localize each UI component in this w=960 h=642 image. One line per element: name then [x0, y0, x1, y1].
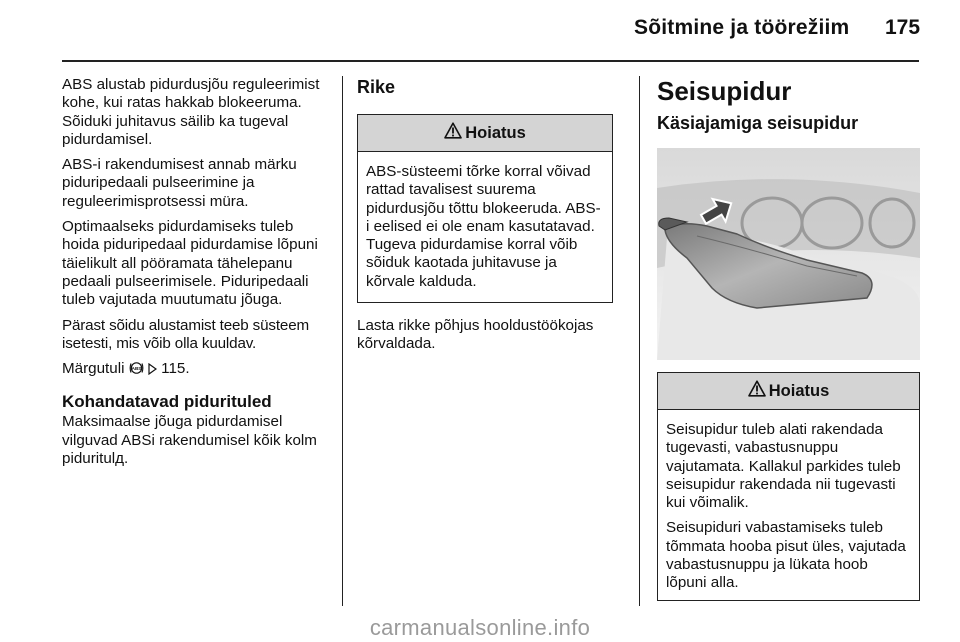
handbrake-photo [657, 148, 920, 360]
column-divider [639, 76, 640, 606]
warning-text: Seisupiduri vabastamiseks tuleb tõmmata hooba pisut üles, vajutada vabastusnuppu ja lükata hoob lõpuni alla. [666, 519, 906, 592]
section-title: Sõitmine ja töörežiim [634, 16, 850, 39]
paragraph-text: Pärast sõidu alustamist teeb süsteem isetesti, mis võib olla kuuldav. [62, 316, 310, 352]
handbrake-illustration [657, 148, 920, 360]
warning-triangle-icon [748, 380, 766, 402]
warning-box [657, 372, 920, 601]
page-header [0, 0, 960, 60]
section-heading: Seisupidur [657, 76, 792, 106]
watermark: carmanualsonline.info [369, 615, 591, 640]
header-rule [62, 60, 919, 62]
warning-body [658, 410, 919, 593]
paragraph: Lasta rikke põhjus hooldustöökojas kõrvaldada. [357, 317, 594, 353]
warning-title: Hoiatus [465, 123, 526, 142]
warning-triangle-icon [444, 122, 462, 144]
page-reference: 115. [161, 360, 190, 378]
paragraph [62, 317, 332, 354]
warning-body [358, 152, 612, 302]
warning-header [358, 115, 612, 152]
section-heading: Kohandatavad pidurituled [62, 392, 272, 412]
warning-box [357, 114, 613, 303]
warning-title: Hoiatus [768, 381, 830, 400]
section-subheading: Käsiajamiga seisupidur [657, 113, 859, 133]
paragraph: Optimaalseks pidurdamiseks tuleb hoida piduripedaal pidurdamise lõpuni täielikult all pööramata tähelepanu pedaali pulseerimisele. Piduripedaali tuleb vajutada muutumatu jõuga. [62, 218, 318, 309]
warning-text: ABS-süsteemi tõrke korral võivad rattad tavalisest suurema pidurdusjõu tõttu blokeeruda. ABS-i eelised ei ole enam kasutatavad. Tugeva pidurdamise korral võib sõiduk kaotada juhitavuse ja kõrvale kalduda. [366, 163, 601, 290]
column-rike [357, 76, 613, 361]
section-heading: Rike [357, 77, 396, 97]
column-seisupidur [657, 76, 920, 601]
paragraph: ABS-i rakendumisest annab märku piduripedaali pulseerimine ja reguleerimisprotsessi müra. [62, 156, 297, 210]
paragraph-lamp-reference [62, 360, 332, 380]
warning-header [658, 373, 919, 410]
column-divider [342, 76, 343, 606]
page-number: 175 [885, 16, 921, 39]
column-abs [62, 76, 332, 475]
warning-text: Seisupidur tuleb alati rakendada tugevasti, vabastusnuppu vajutamata. Kallakul parkides tuleb seisupidur rakendada nii tugevasti kui võimalik. [666, 421, 901, 512]
page-reference-arrow-icon [148, 362, 157, 380]
paragraph: Maksimaalse jõuga pidurdamisel vilguvad ABSi rakendumisel kõik kolm piduritulд. [62, 413, 317, 468]
svg-text:ABS: ABS [131, 365, 142, 371]
abs-warning-lamp-icon [129, 361, 144, 380]
lamp-label: Märgutuli [62, 360, 125, 378]
paragraph: ABS alustab pidurdusjõu reguleerimist kohe, kui ratas hakkab blokeeruma. Sõiduki juhitavus säilib ka tugeval pidurdamisel. [62, 76, 320, 148]
